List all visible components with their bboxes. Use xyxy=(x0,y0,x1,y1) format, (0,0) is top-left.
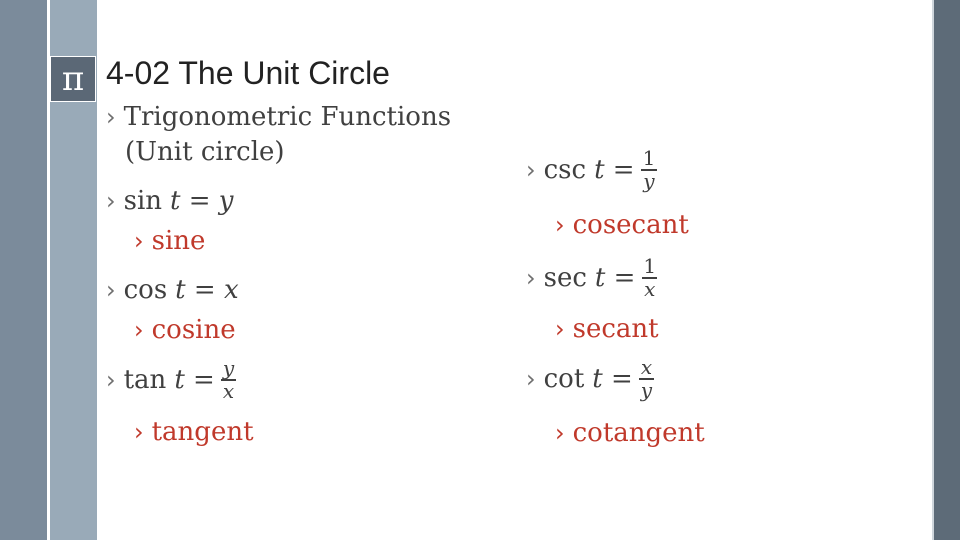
denominator: y xyxy=(643,169,655,193)
fn-name: cos xyxy=(123,275,168,305)
chevron-icon: › xyxy=(555,419,565,447)
heading-line2: (Unit circle) xyxy=(125,137,285,167)
function-label: sine xyxy=(151,226,206,256)
fraction xyxy=(641,148,658,192)
chevron-icon: › xyxy=(526,156,536,184)
tan-formula xyxy=(106,358,236,402)
chevron-icon: › xyxy=(134,316,144,344)
fn-name: tan xyxy=(123,365,167,395)
variable: t xyxy=(592,364,603,394)
function-label: cosine xyxy=(151,315,236,345)
chevron-icon: › xyxy=(555,315,565,343)
slide-title: 4-02 The Unit Circle xyxy=(106,55,390,91)
cot-name xyxy=(555,420,705,446)
heading-item xyxy=(106,104,451,130)
denominator: x xyxy=(644,277,656,301)
csc-formula xyxy=(526,148,657,192)
numerator: y xyxy=(222,356,235,380)
chevron-icon: › xyxy=(106,103,116,131)
equals-sign: = xyxy=(193,365,215,395)
fn-name: sec xyxy=(543,263,587,293)
cos-name xyxy=(134,317,236,343)
chevron-icon: › xyxy=(134,227,144,255)
fraction xyxy=(221,358,236,402)
fn-name: csc xyxy=(543,155,587,185)
denominator: y xyxy=(640,378,653,402)
variable: t xyxy=(175,275,186,305)
rhs: x xyxy=(223,275,239,305)
csc-name xyxy=(555,212,689,238)
tan-name xyxy=(134,419,254,445)
equals-sign: = xyxy=(188,186,211,216)
sin-name xyxy=(134,228,205,254)
denominator: x xyxy=(222,379,235,403)
cot-formula xyxy=(526,357,654,401)
fn-name: cot xyxy=(543,364,585,394)
numerator: 1 xyxy=(642,146,656,170)
chevron-icon: › xyxy=(106,366,116,394)
variable: t xyxy=(594,155,605,185)
equals-sign: = xyxy=(613,263,636,293)
numerator: x xyxy=(640,355,653,379)
chevron-icon: › xyxy=(106,187,116,215)
right-decorative-bar xyxy=(934,0,960,540)
sec-formula xyxy=(526,256,658,300)
function-label: tangent xyxy=(151,417,254,447)
rhs: y xyxy=(218,186,234,216)
function-label: cotangent xyxy=(572,418,705,448)
heading-line1: Trigonometric Functions xyxy=(123,102,452,132)
chevron-icon: › xyxy=(526,365,536,393)
variable: t xyxy=(170,186,181,216)
variable: t xyxy=(174,365,185,395)
function-label: cosecant xyxy=(572,210,689,240)
equals-sign: = xyxy=(193,275,216,305)
chevron-icon: › xyxy=(134,418,144,446)
fn-name: sin xyxy=(123,186,163,216)
function-label: secant xyxy=(572,314,659,344)
sec-name xyxy=(555,316,659,342)
fraction xyxy=(641,256,658,300)
chevron-icon: › xyxy=(106,276,116,304)
chevron-icon: › xyxy=(555,211,565,239)
numerator: 1 xyxy=(643,254,657,278)
sin-formula xyxy=(106,188,234,214)
cos-formula xyxy=(106,277,239,303)
equals-sign: = xyxy=(612,155,635,185)
variable: t xyxy=(594,263,606,293)
equals-sign: = xyxy=(611,364,633,394)
chevron-icon: › xyxy=(526,264,536,292)
fraction xyxy=(639,357,654,401)
left-decorative-bar-outer xyxy=(0,0,47,540)
pi-icon: π xyxy=(50,56,96,102)
